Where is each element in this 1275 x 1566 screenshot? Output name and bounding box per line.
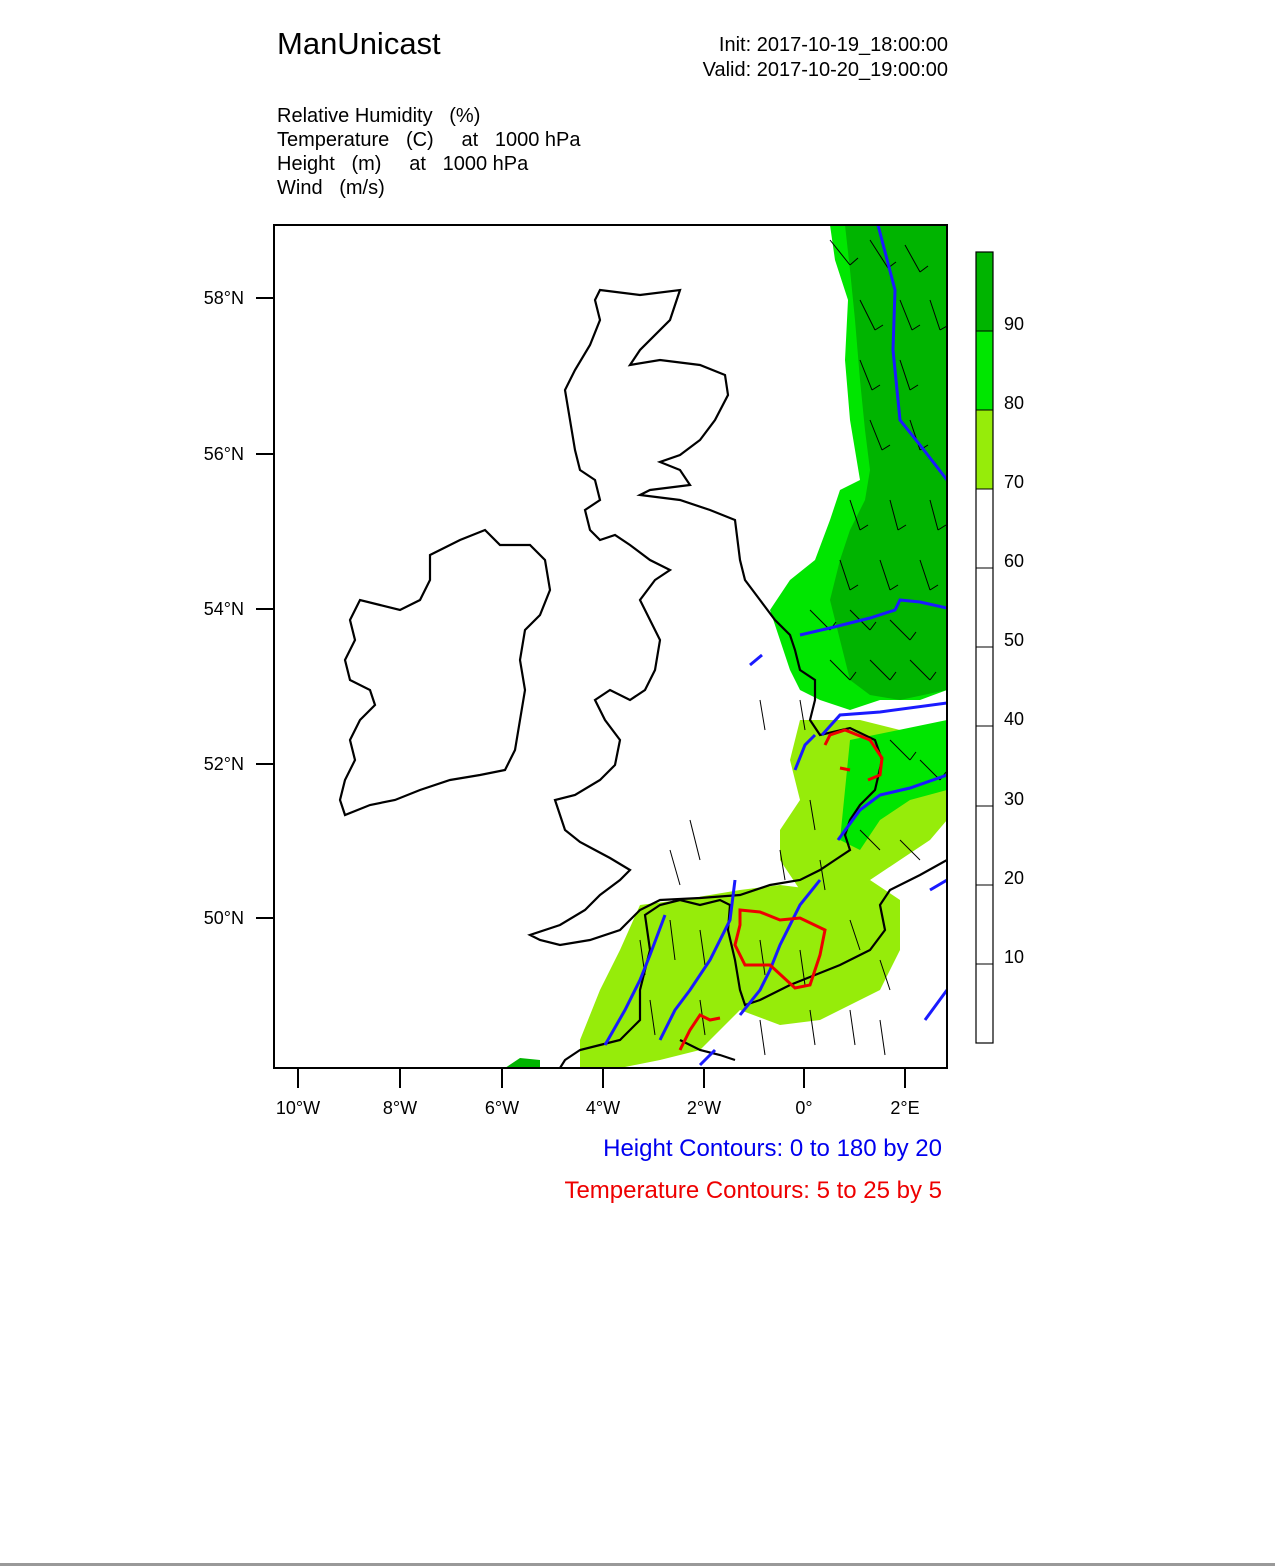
colorbar-label-30: 30	[1004, 789, 1025, 809]
valid-time: Valid: 2017-10-20_19:00:00	[702, 59, 948, 81]
lon-label-2w: 2°W	[686, 1098, 722, 1118]
colorbar-band-70	[976, 410, 993, 489]
lon-label-0: 0°	[795, 1098, 813, 1118]
colorbar-label-90: 90	[1004, 314, 1025, 334]
longitude-axis	[276, 1068, 920, 1118]
coastline-ireland	[340, 530, 550, 815]
lat-label-52: 52°N	[203, 754, 244, 774]
colorbar-label-60: 60	[1004, 551, 1025, 571]
lon-label-8w: 8°W	[382, 1098, 418, 1118]
colorbar-label-70: 70	[1004, 472, 1025, 492]
init-time: Init: 2017-10-19_18:00:00	[718, 34, 948, 56]
lat-label-56: 56°N	[203, 444, 244, 464]
colorbar-label-10: 10	[1004, 947, 1025, 967]
latitude-axis	[204, 288, 274, 928]
field-humidity: Relative Humidity (%)	[277, 105, 481, 127]
lon-label-2e: 2°E	[890, 1098, 920, 1118]
field-wind: Wind (m/s)	[277, 177, 385, 199]
height-contour-caption: Height Contours: 0 to 180 by 20	[603, 1135, 942, 1162]
field-temperature: Temperature (C) at 1000 hPa	[277, 129, 581, 151]
colorbar-band-80	[976, 331, 993, 410]
map-plot-area	[340, 225, 947, 1068]
colorbar-label-50: 50	[1004, 630, 1025, 650]
humidity-region-southwest-patch	[505, 1058, 540, 1068]
colorbar-label-20: 20	[1004, 868, 1025, 888]
lon-label-6w: 6°W	[484, 1098, 520, 1118]
lat-label-50: 50°N	[203, 908, 244, 928]
colorbar-label-80: 80	[1004, 393, 1025, 413]
colorbar-label-40: 40	[1004, 709, 1025, 729]
lat-label-58: 58°N	[203, 288, 244, 308]
humidity-region-southwest	[580, 880, 900, 1068]
lon-label-10w: 10°W	[275, 1098, 321, 1118]
colorbar	[976, 252, 1024, 1043]
map-title: ManUnicast	[277, 26, 441, 61]
field-height: Height (m) at 1000 hPa	[277, 153, 529, 175]
colorbar-band-90	[976, 252, 993, 331]
lat-label-54: 54°N	[203, 599, 244, 619]
lon-label-4w: 4°W	[585, 1098, 621, 1118]
temperature-contour-caption: Temperature Contours: 5 to 25 by 5	[564, 1177, 942, 1204]
